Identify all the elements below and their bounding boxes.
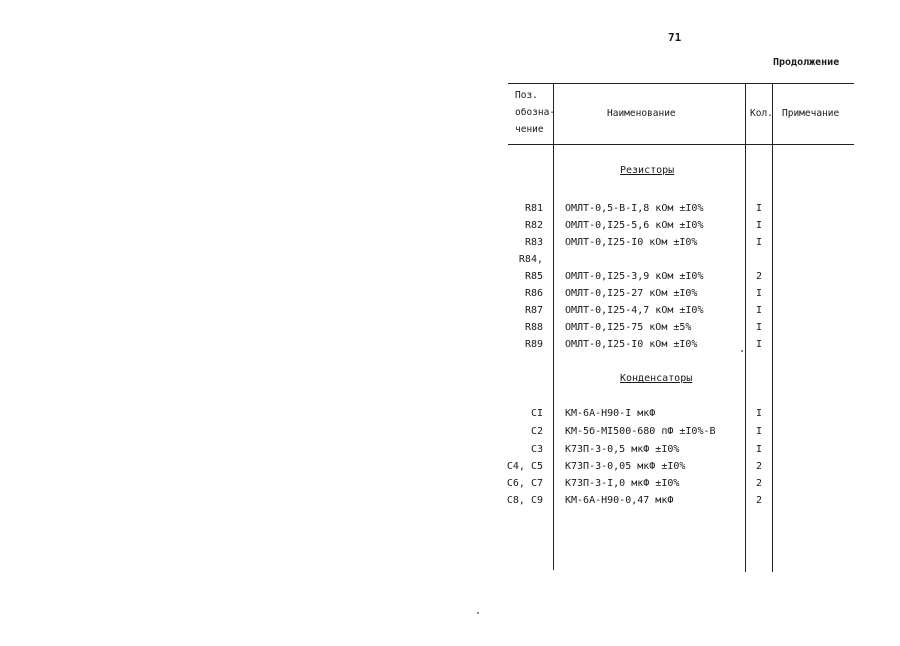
header-position bbox=[515, 87, 557, 138]
cell-position: C8, C9 bbox=[506, 495, 543, 506]
header-position-line: Поз. bbox=[515, 90, 538, 101]
cell-position: C6, C7 bbox=[506, 478, 543, 489]
cell-qty: I bbox=[756, 426, 763, 437]
cell-name: КМ-5б-МI500-680 пФ ±I0%-В bbox=[565, 426, 716, 437]
table-row bbox=[490, 423, 800, 440]
table-row bbox=[490, 302, 800, 319]
table-row bbox=[490, 458, 800, 475]
continuation-label: Продолжение bbox=[773, 57, 840, 68]
cell-position: CI bbox=[530, 408, 543, 419]
cell-qty: I bbox=[756, 203, 763, 214]
table-row bbox=[490, 217, 800, 234]
scan-speck bbox=[741, 350, 743, 352]
table-row bbox=[490, 475, 800, 492]
cell-name: ОМЛТ-0,I25-4,7 кОм ±I0% bbox=[565, 305, 704, 316]
cell-name: ОМЛТ-0,I25-I0 кОм ±I0% bbox=[565, 237, 698, 248]
cell-qty: 2 bbox=[756, 495, 763, 506]
cell-name: К73П-3-I,0 мкФ ±I0% bbox=[565, 478, 680, 489]
cell-position: C2 bbox=[530, 426, 543, 437]
section-capacitors-title: Конденсаторы bbox=[620, 373, 693, 384]
cell-position: R83 bbox=[524, 237, 543, 248]
cell-qty: I bbox=[756, 339, 763, 350]
table-row bbox=[490, 336, 800, 353]
cell-position: R88 bbox=[524, 322, 543, 333]
table-row bbox=[490, 234, 800, 251]
header-position-line: чение bbox=[515, 124, 544, 135]
table-row bbox=[490, 200, 800, 217]
cell-qty: 2 bbox=[756, 461, 763, 472]
cell-qty: I bbox=[756, 237, 763, 248]
cell-name: ОМЛТ-0,I25-3,9 кОм ±I0% bbox=[565, 271, 704, 282]
cell-name: ОМЛТ-0,I25-5,6 кОм ±I0% bbox=[565, 220, 704, 231]
table-row bbox=[490, 441, 800, 458]
cell-name: К73П-3-0,5 мкФ ±I0% bbox=[565, 444, 680, 455]
cell-position: R81 bbox=[524, 203, 543, 214]
scan-speck bbox=[477, 612, 479, 614]
cell-qty: I bbox=[756, 322, 763, 333]
page-number: 71 bbox=[668, 31, 682, 44]
table-row bbox=[490, 268, 800, 285]
cell-position: C4, C5 bbox=[506, 461, 543, 472]
header-position-line: обозна- bbox=[515, 107, 556, 118]
section-resistors-title: Резисторы bbox=[620, 165, 675, 176]
header-name: Наименование bbox=[607, 108, 676, 119]
cell-position: R87 bbox=[524, 305, 543, 316]
cell-qty: I bbox=[756, 444, 763, 455]
cell-qty: I bbox=[756, 288, 763, 299]
table-top-border bbox=[508, 83, 854, 84]
cell-position: C3 bbox=[530, 444, 543, 455]
cell-qty: I bbox=[756, 408, 763, 419]
cell-qty: I bbox=[756, 305, 763, 316]
cell-position: R89 bbox=[524, 339, 543, 350]
cell-qty: I bbox=[756, 220, 763, 231]
cell-name: ОМЛТ-0,I25-27 кОм ±I0% bbox=[565, 288, 698, 299]
table-row bbox=[490, 285, 800, 302]
cell-name: КМ-6А-Н90-I мкФ bbox=[565, 408, 656, 419]
table-row bbox=[490, 405, 800, 422]
cell-qty: 2 bbox=[756, 478, 763, 489]
table-row bbox=[490, 492, 800, 509]
cell-position: R82 bbox=[524, 220, 543, 231]
cell-position: R86 bbox=[524, 288, 543, 299]
cell-name: ОМЛТ-0,I25-I0 кОм ±I0% bbox=[565, 339, 698, 350]
cell-qty: 2 bbox=[756, 271, 763, 282]
cell-name: ОМЛТ-0,5-В-I,8 кОм ±I0% bbox=[565, 203, 704, 214]
cell-name: КМ-6А-Н90-0,47 мкФ bbox=[565, 495, 674, 506]
cell-position: R85 bbox=[524, 271, 543, 282]
header-qty: Кол. bbox=[750, 108, 773, 119]
table-row bbox=[490, 319, 800, 336]
cell-name: К73П-3-0,05 мкФ ±I0% bbox=[565, 461, 686, 472]
cell-name: ОМЛТ-0,I25-75 кОм ±5% bbox=[565, 322, 692, 333]
table-row bbox=[490, 251, 800, 268]
header-note: Примечание bbox=[782, 108, 840, 119]
header-bottom-border bbox=[508, 144, 854, 145]
cell-position: R84, bbox=[518, 254, 543, 265]
